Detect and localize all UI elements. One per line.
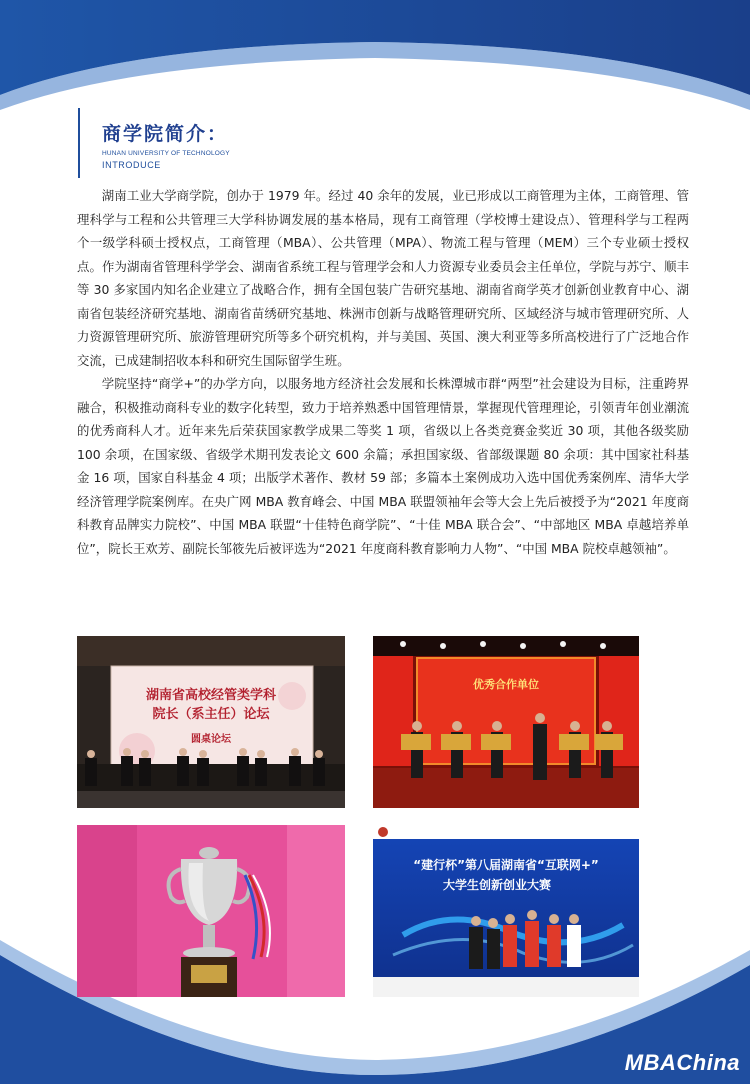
- contest-banner-line2: 大学生创新创业大赛: [442, 878, 552, 892]
- photo-forum: [77, 636, 345, 808]
- forum-banner-line2: 院长（系主任）论坛: [152, 707, 270, 722]
- award-banner-text: 优秀合作单位: [473, 678, 539, 691]
- page-title: 商学院简介：: [102, 123, 229, 145]
- intro-paragraph-1: 湖南工业大学商学院，创办于 1979 年。经过 40 余年的发展，业已形成以工商管理为主体，工商管理、管理科学与工程和公共管理三大学科协调发展的基本格局，现有工商管理（学校博士建设点）、管理科学与工程两个一级学科硕士授权点，工商管理（MBA）、公共管理（MPA）、物流工程与管理（MEM）三个专业硕士授权点。作为湖南省管理科学学会、湖南省系统工程与管理学会和人力资源专业委员会主任单位，学院与苏宁、顺丰等 30 多家国内知名企业建立了战略合作，拥有全国包装广告研究基地、湖南省商学英才创新创业教育中心、湖南省包装经济研究基地、湖南省苗绣研究基地、株洲市创新与战略管理研究所、区域经济与城市管理研究所、人力资源管理研究所、旅游管理研究所等多个研究机构，并与美国、英国、澳大利亚等多所高校进行了广泛地合作交流，已成建制招收本科和研究生国际留学生班。: [77, 188, 689, 368]
- university-english-name: HUNAN UNIVERSITY OF TECHNOLOGY: [102, 150, 230, 157]
- intro-text: [77, 184, 689, 560]
- forum-banner-line3: 圆桌论坛: [191, 734, 231, 745]
- section-heading: [78, 108, 230, 178]
- photo-award-ceremony: [373, 636, 639, 808]
- intro-paragraph-2: 学院坚持“商学+”的办学方向，以服务地方经济社会发展和长株潭城市群“两型”社会建设为目标，注重跨界融合，积极推动商科专业的数字化转型，致力于培养熟悉中国管理情景，掌握现代管理理论，引领青年创业潮流的优秀商科人才。近年来先后荣获国家教学成果二等奖 1 项，省级以上各类竞赛金奖近 30 项，其他各级奖励 100 余项，在国家级、省级学术期刊发表论文 600 余篇；承担国家级、省部级课题 80 余项：其中国家社科基金 16 项，国家自科基金 4 项；出版学术著作、教材 59 部；多篇本土案例成功入选中国优秀案例库、清华大学经济管理学院案例库。在央广网 MBA 教育峰会、中国 MBA 联盟领袖年会等大会上先后被授予为“2021 年度商科教育品牌实力院校”、中国 MBA 联盟“十佳特色商学院”、“十佳 MBA 联合会”、“中部地区 MBA 卓越培养单位”，院长王欢芳、副院长邹筱先后被评选为“2021 年度商科教育影响力人物”、“中国 MBA 院校卓越领袖”。: [77, 376, 689, 556]
- section-english-label: INTRODUCE: [102, 160, 161, 170]
- photo-trophy: [77, 825, 345, 997]
- contest-banner-line1: “建行杯”第八届湖南省“互联网+”: [413, 858, 599, 872]
- photo-contest: [373, 825, 639, 997]
- mbachina-watermark: MBAChina: [624, 1050, 740, 1075]
- forum-banner-line1: 湖南省高校经管类学科: [145, 688, 277, 703]
